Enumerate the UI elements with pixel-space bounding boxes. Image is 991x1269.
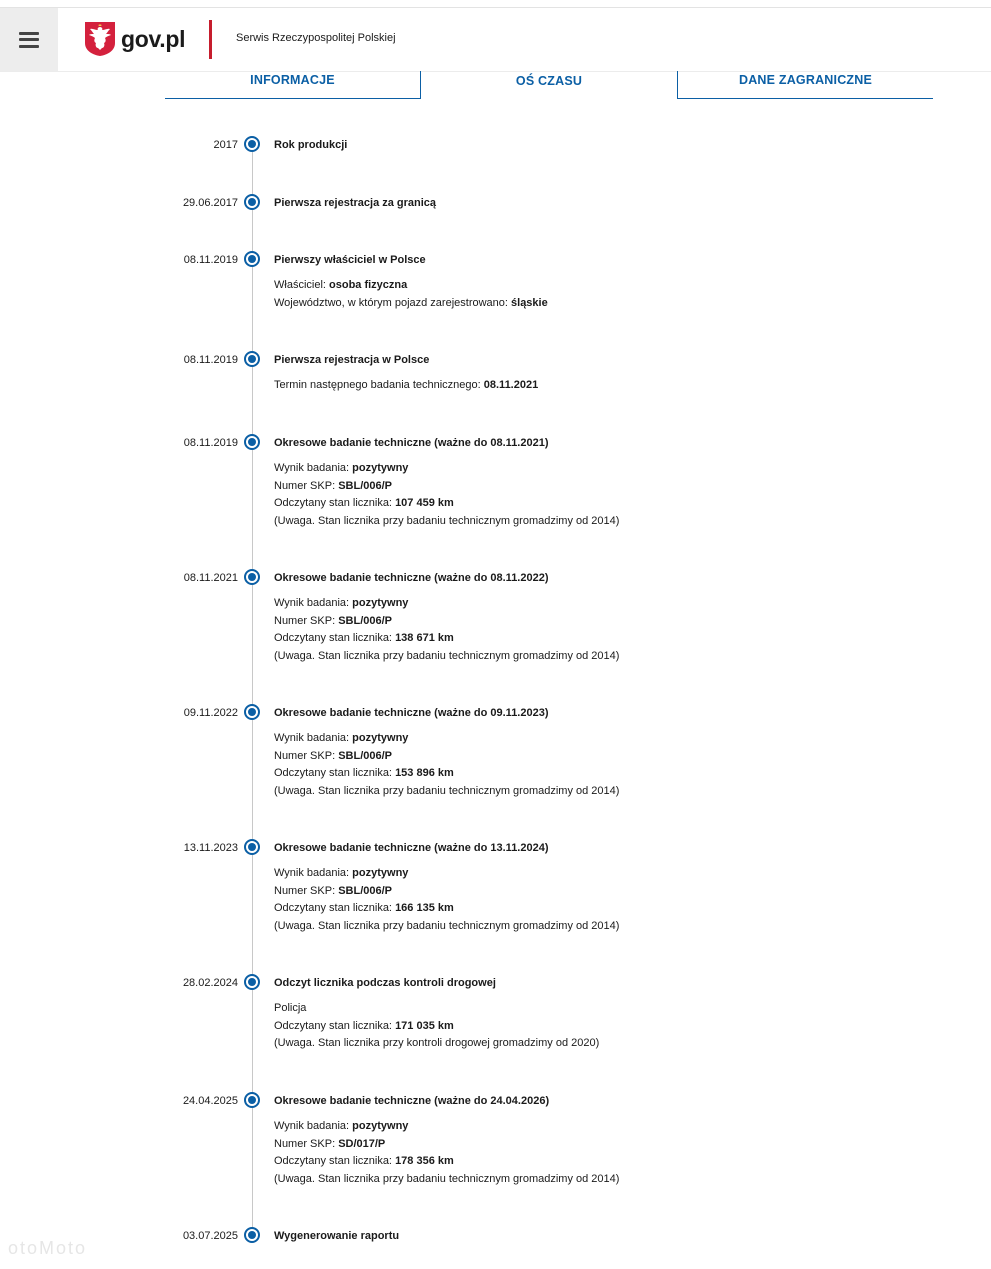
detail-label: Wynik badania: [274,597,353,609]
event-title: Pierwsza rejestracja za granicą [274,197,437,209]
event-details [274,279,548,314]
detail-value: pozytywny [352,462,409,474]
detail-value: 153 896 km [395,767,454,780]
menu-button[interactable] [0,8,58,71]
detail-label: (Uwaga. Stan licznika przy badaniu technicznym gromadzimy od 2014) [274,784,620,797]
detail-line [274,920,619,938]
detail-line [274,732,619,750]
detail-line [274,480,619,498]
detail-line [274,785,619,803]
detail-line [274,867,619,885]
detail-value: 08.11.2021 [483,379,539,391]
detail-value: śląskie [511,296,548,309]
detail-line [274,650,619,668]
detail-value: 166 135 km [395,902,454,915]
detail-value: SBL/006/P [338,479,392,492]
event-details [274,597,619,667]
detail-label: (Uwaga. Stan licznika przy badaniu technicznym gromadzimy od 2014) [274,514,620,527]
detail-value: 171 035 km [395,1019,454,1032]
service-name: Serwis Rzeczypospolitej Polskiej [236,32,396,44]
detail-line [274,1020,599,1038]
detail-label: Numer SKP: [274,1137,339,1150]
timeline-dot-icon [244,351,260,367]
detail-line [274,902,619,920]
event-details [274,1002,599,1055]
detail-label: (Uwaga. Stan licznika przy kontroli drogowej gromadzimy od 2020) [274,1037,600,1050]
gov-pl-logo[interactable] [84,21,185,57]
event-details [274,462,619,532]
detail-line [274,1138,619,1156]
event-date: 2017 [213,139,238,151]
detail-label: Odczytany stan licznika: [274,497,396,510]
detail-label: Odczytany stan licznika: [274,1019,396,1032]
detail-label: Numer SKP: [274,614,339,627]
detail-label: Odczytany stan licznika: [274,767,396,780]
detail-label: Wynik badania: [274,867,353,879]
event-date: 28.02.2024 [182,977,238,989]
detail-label: (Uwaga. Stan licznika przy badaniu technicznym gromadzimy od 2014) [274,1172,620,1185]
event-details [274,732,619,802]
detail-line [274,632,619,650]
event-details [274,1120,619,1190]
detail-value: pozytywny [352,597,409,609]
event-title: Rok produkcji [274,139,348,151]
detail-value: SBL/006/P [338,614,392,627]
detail-line [274,1037,599,1055]
event-title: Odczyt licznika podczas kontroli drogowej [274,977,496,989]
detail-value: 138 671 km [395,632,454,645]
event-date: 08.11.2021 [183,572,238,584]
tab-os-czasu[interactable]: OŚ CZASU [515,74,583,88]
polish-eagle-icon [84,21,116,57]
timeline-dot-icon [244,251,260,267]
event-title: Okresowe badanie techniczne (ważne do 08.11.2021) [274,437,549,449]
detail-line [274,279,548,297]
detail-value: pozytywny [352,867,409,879]
event-date: 08.11.2019 [183,437,238,449]
detail-label: Właściciel: [274,279,330,291]
detail-label: Numer SKP: [274,884,339,897]
detail-line [274,379,538,397]
detail-label: Odczytany stan licznika: [274,902,396,915]
top-strip [0,0,991,8]
event-date: 08.11.2019 [183,354,238,366]
detail-value: pozytywny [352,732,409,744]
event-details [274,379,538,397]
detail-label: (Uwaga. Stan licznika przy badaniu technicznym gromadzimy od 2014) [274,919,620,932]
detail-line [274,497,619,515]
timeline-dot-icon [244,974,260,990]
logo-text: gov.pl [121,25,186,52]
timeline-dot-icon [244,136,260,152]
timeline-dot-icon [244,434,260,450]
hamburger-icon [19,32,39,48]
event-date: 29.06.2017 [182,197,238,209]
timeline-dot-icon [244,569,260,585]
event-title: Pierwszy właściciel w Polsce [274,254,426,266]
detail-line [274,1155,619,1173]
detail-label: Numer SKP: [274,749,339,762]
timeline-axis [252,150,253,1230]
detail-label: Wynik badania: [274,462,353,474]
event-title: Okresowe badanie techniczne (ważne do 08.11.2022) [274,572,549,584]
event-date: 08.11.2019 [183,254,238,266]
detail-label: Wynik badania: [274,732,353,744]
watermark: otoMoto [8,1238,88,1258]
detail-line [274,1002,599,1020]
detail-line [274,1173,619,1191]
detail-line [274,297,548,315]
event-date: 13.11.2023 [183,842,238,854]
detail-line [274,597,619,615]
detail-label: Województwo, w którym pojazd zarejestrowano: [274,296,512,309]
timeline-dot-icon [244,704,260,720]
detail-line [274,615,619,633]
detail-line [274,750,619,768]
detail-value: 178 356 km [395,1155,454,1168]
detail-label: Odczytany stan licznika: [274,632,396,645]
tab-informacje[interactable]: INFORMACJE [165,71,421,99]
tab-dane-zagraniczne[interactable]: DANE ZAGRANICZNE [677,71,933,99]
header-divider [209,20,212,59]
timeline-dot-icon [244,1092,260,1108]
tab-bar [165,71,933,100]
event-details [274,867,619,937]
detail-line [274,1120,619,1138]
detail-line [274,767,619,785]
event-date: 24.04.2025 [182,1095,238,1107]
event-date: 03.07.2025 [182,1230,238,1242]
detail-label: Wynik badania: [274,1120,353,1132]
detail-value: SBL/006/P [338,884,392,897]
detail-value: SBL/006/P [338,749,392,762]
detail-line [274,885,619,903]
detail-value: 107 459 km [395,497,454,510]
detail-label: Policja [274,1002,307,1014]
timeline-dot-icon [244,1227,260,1243]
event-title: Okresowe badanie techniczne (ważne do 09.11.2023) [274,707,549,719]
event-title: Pierwsza rejestracja w Polsce [274,354,430,366]
timeline-dot-icon [244,194,260,210]
detail-label: Termin następnego badania technicznego: [274,379,484,391]
detail-value: pozytywny [352,1120,409,1132]
event-title: Okresowe badanie techniczne (ważne do 24.04.2026) [274,1095,550,1107]
detail-line [274,462,619,480]
site-header [0,8,991,72]
detail-value: SD/017/P [338,1137,386,1150]
detail-line [274,515,619,533]
detail-label: Odczytany stan licznika: [274,1155,396,1168]
timeline-dot-icon [244,839,260,855]
detail-value: osoba fizyczna [329,279,408,291]
event-title: Wygenerowanie raportu [274,1230,400,1242]
detail-label: Numer SKP: [274,479,339,492]
event-date: 09.11.2022 [183,707,238,719]
detail-label: (Uwaga. Stan licznika przy badaniu technicznym gromadzimy od 2014) [274,649,620,662]
event-title: Okresowe badanie techniczne (ważne do 13.11.2024) [274,842,549,854]
